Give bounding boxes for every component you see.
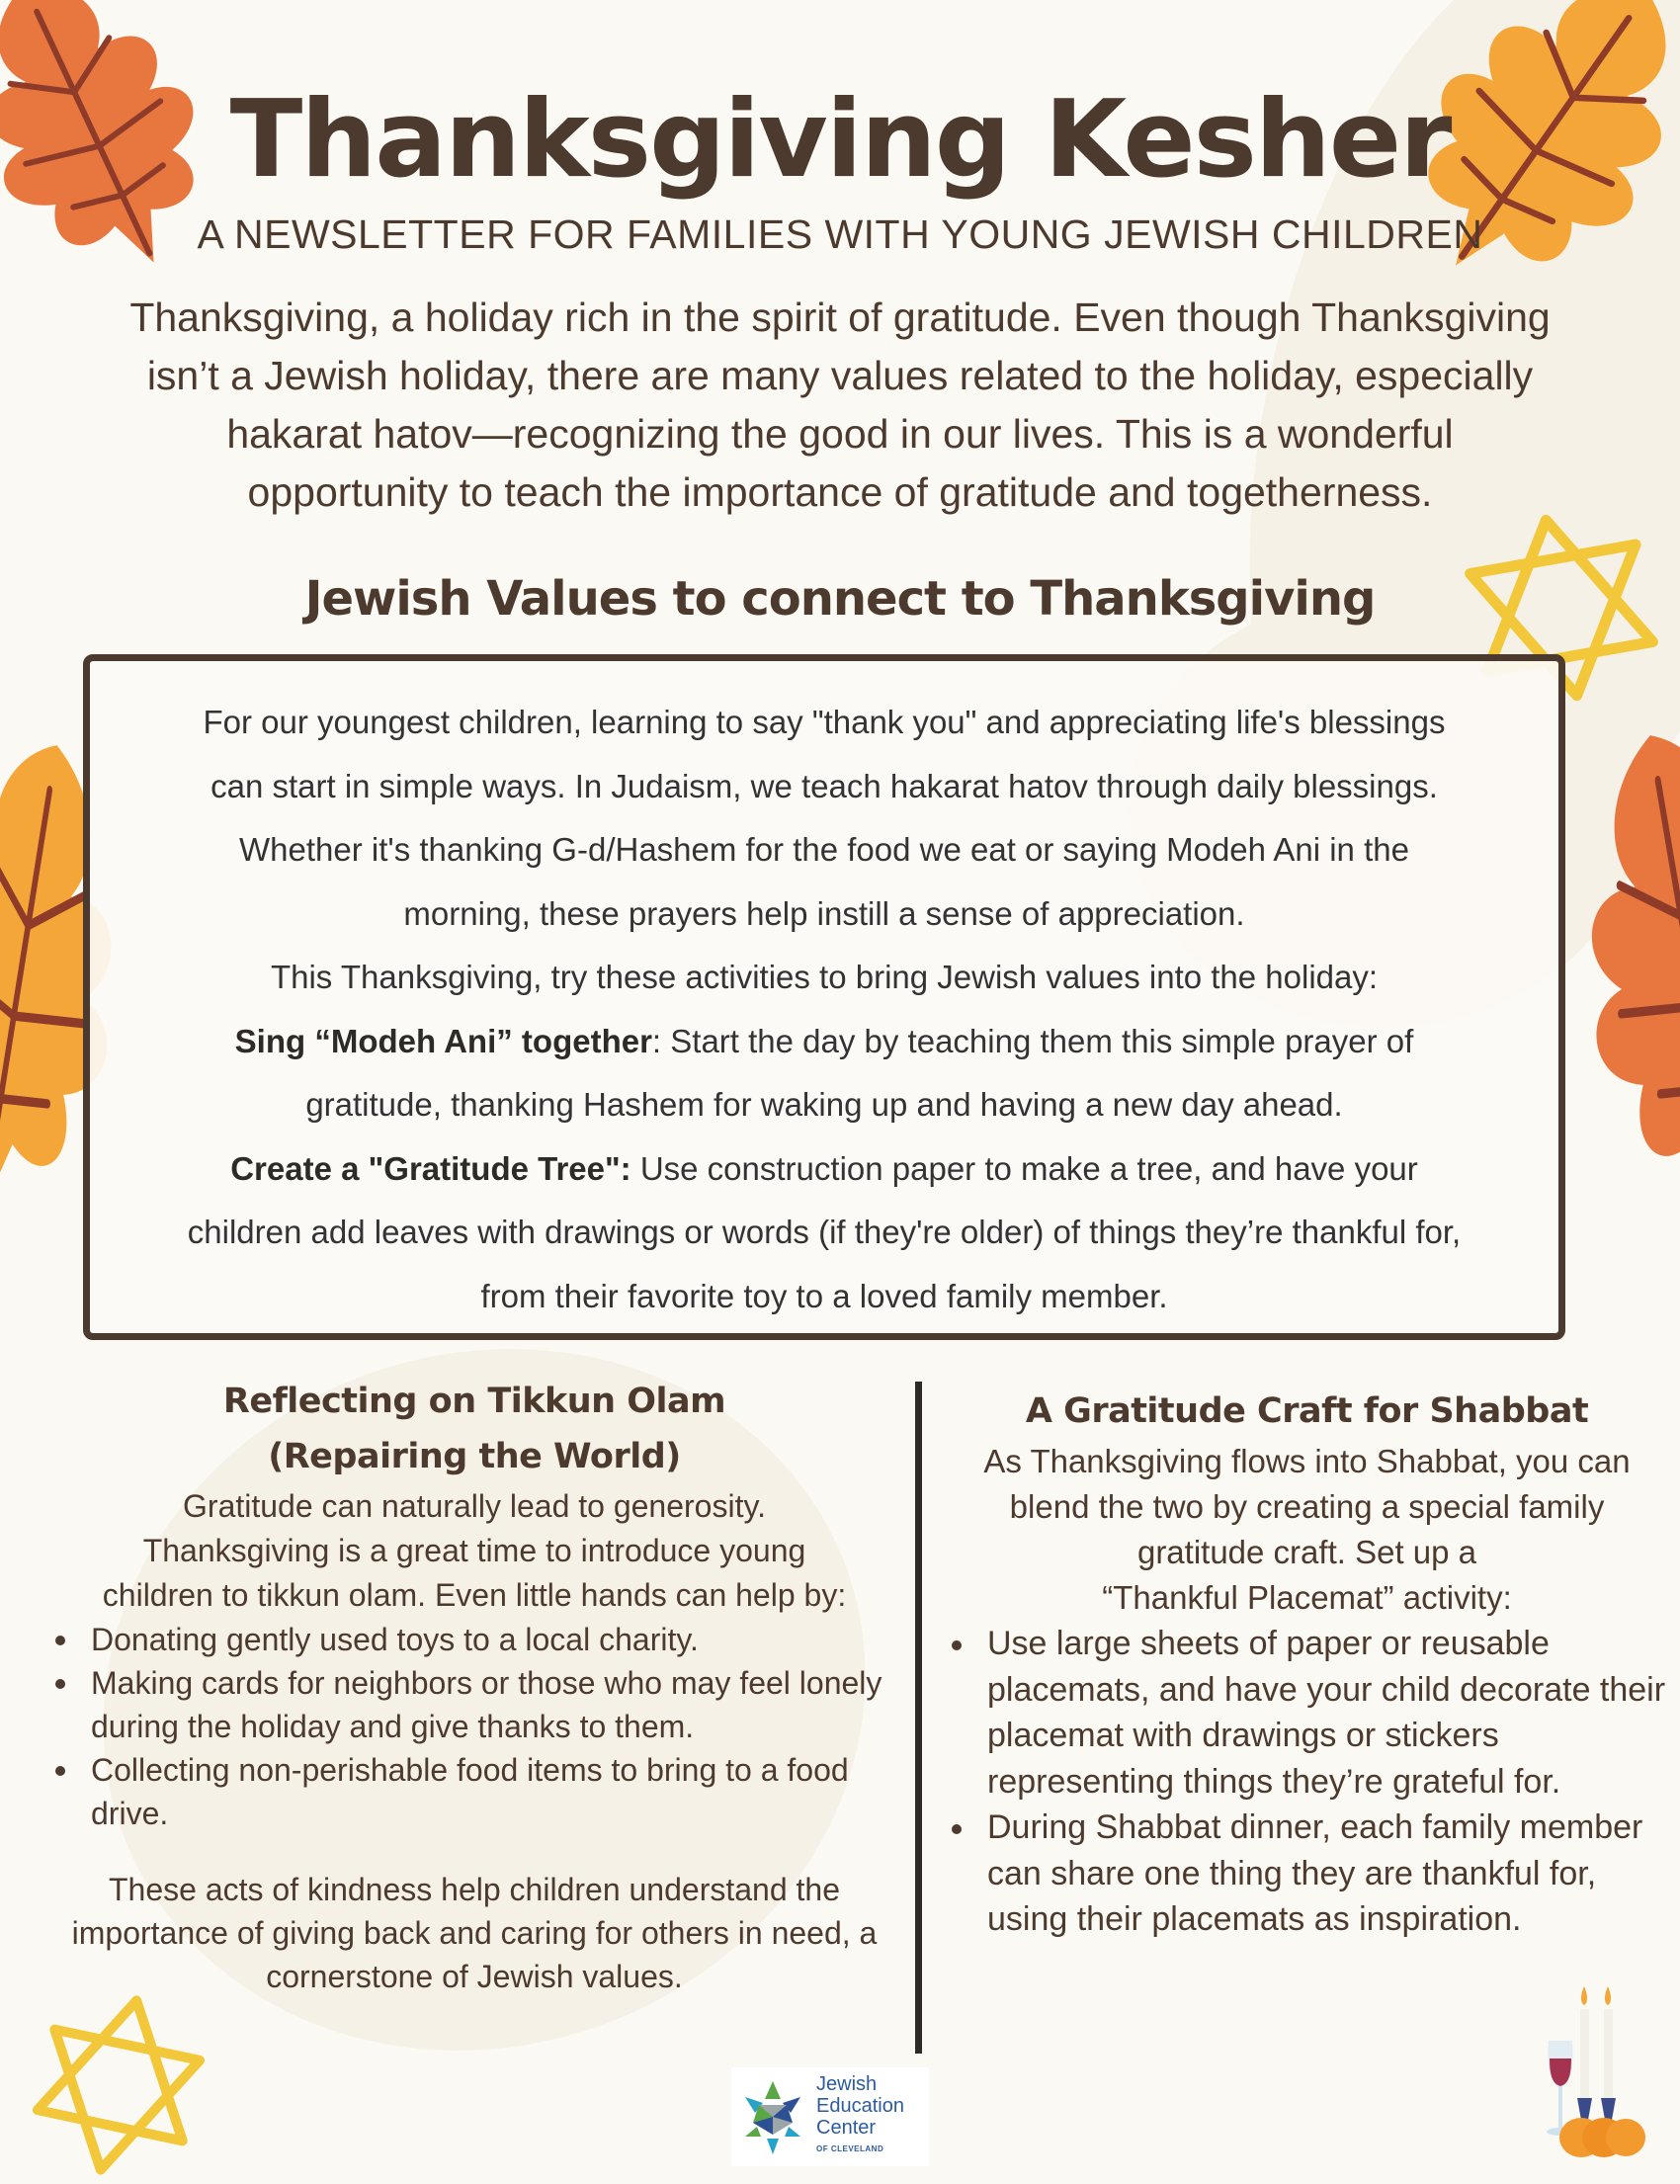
column-divider [915,1382,922,2054]
list-item: Collecting non-perishable food items to bring to a food drive. [40,1748,909,1835]
logo-line: OF CLEVELAND [816,2144,884,2153]
jewish-education-center-logo [731,2067,929,2166]
tikkun-olam-intro: Gratitude can naturally lead to generosity. [183,1488,766,1524]
logo-line: Jewish [816,2073,878,2095]
logo-star-icon [737,2077,808,2156]
shabbat-candles-challah-icon [1487,1981,1665,2159]
activity-text: from their favorite toy to a loved family member. [480,1277,1168,1314]
list-item: During Shabbat dinner, each family member can share one thing they are thankful for, using their placemats as inspiration. [934,1805,1680,1943]
activity-label: Sing “Modeh Ani” together [234,1022,652,1059]
star-of-david-icon [20,1986,217,2184]
intro-paragraph [0,289,1680,522]
activity-text: gratitude, thanking Hashem for waking up and having a new day ahead. [305,1086,1343,1123]
tikkun-olam-heading: (Repairing the World) [268,1437,681,1476]
shabbat-craft-section [934,1384,1680,1943]
tikkun-olam-intro: children to tikkun olam. Even little hands can help by: [102,1577,847,1613]
logo-text [816,2073,904,2160]
tikkun-olam-section [40,1374,909,1835]
list-item: Donating gently used toys to a local charity. [40,1618,909,1661]
activity-text: : Start the day by teaching them this simple prayer of [651,1022,1414,1059]
activity-gratitude-tree [90,1137,1558,1202]
newsletter-title: Thanksgiving Kesher [229,78,1451,202]
values-line: can start in simple ways. In Judaism, we teach hakarat hatov through daily blessings. [210,767,1438,804]
shabbat-craft-intro: blend the two by creating a special family [1009,1488,1605,1525]
newsletter-subtitle: A NEWSLETTER FOR FAMILIES WITH YOUNG JEWISH CHILDREN [197,211,1483,257]
intro-line: Thanksgiving, a holiday rich in the spirit of gratitude. Even though Thanksgiving [129,294,1551,340]
shabbat-craft-intro: gratitude craft. Set up a [1136,1534,1477,1570]
tikkun-olam-intro: Thanksgiving is a great time to introduce young [142,1533,806,1568]
section-heading: Jewish Values to connect to Thanksgiving [304,571,1376,627]
list-item: Making cards for neighbors or those who may feel lonely during the holiday and give thanks to them. [40,1661,909,1748]
activity-label: Create a "Gratitude Tree": [230,1149,631,1187]
logo-line: Education [816,2095,904,2117]
shabbat-craft-intro: “Thankful Placemat” activity: [1102,1579,1512,1616]
list-item: Use large sheets of paper or reusable placemats, and have your child decorate their placemat with drawings or stickers representing things they’re grateful for. [934,1621,1680,1805]
values-line: morning, these prayers help instill a sense of appreciation. [403,894,1245,932]
shabbat-craft-intro: As Thanksgiving flows into Shabbat, you can [983,1443,1631,1479]
logo-line: Center [816,2117,877,2139]
shabbat-craft-list [934,1621,1680,1943]
tikkun-olam-heading: Reflecting on Tikkun Olam [222,1382,726,1421]
intro-line: hakarat hatov—recognizing the good in our lives. This is a wonderful [226,411,1454,457]
activity-text: Use construction paper to make a tree, and have your [630,1149,1418,1187]
intro-line: isn’t a Jewish holiday, there are many values related to the holiday, especially [146,353,1534,398]
shabbat-craft-heading: A Gratitude Craft for Shabbat [1025,1391,1589,1431]
activity-text: children add leaves with drawings or words (if they're older) of things they’re thankful for, [187,1214,1462,1250]
tikkun-olam-closing: These acts of kindness help children understand the importance of giving back and caring for others in need, a cornerstone of Jewish values. [71,1872,878,1994]
values-line: This Thanksgiving, try these activities to bring Jewish values into the holiday: [270,959,1379,995]
values-line: Whether it's thanking G-d/Hashem for the food we eat or saying Modeh Ani in the [239,831,1409,868]
values-box [83,654,1565,1340]
intro-line: opportunity to teach the importance of gratitude and togetherness. [247,469,1433,515]
activity-modeh-ani [90,1010,1558,1074]
tikkun-olam-list [40,1618,909,1835]
values-line: For our youngest children, learning to say "thank you" and appreciating life's blessings [203,704,1446,740]
